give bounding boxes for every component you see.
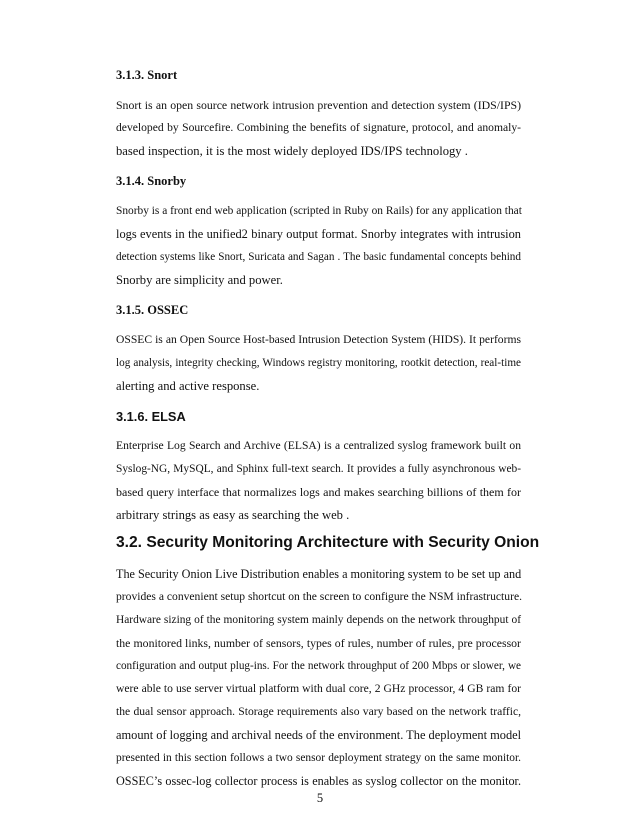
- snort-line-2: developed by Sourcefire. Combining the benefits of signature, protocol, and anomaly-: [116, 121, 521, 134]
- snorby-line-1: Snorby is a front end web application (scripted in Ruby on Rails) for any application that: [116, 205, 522, 217]
- heading-ossec: 3.1.5. OSSEC: [116, 303, 189, 317]
- snort-line-3: based inspection, it is the most widely deployed IDS/IPS technology .: [116, 144, 468, 158]
- arch-line-7: the dual sensor approach. Storage requirements also vary based on the network traffic,: [116, 705, 521, 718]
- heading-security-monitoring: 3.2. Security Monitoring Architecture with Security Onion: [116, 534, 540, 551]
- elsa-line-4: arbitrary strings as easy as searching the web .: [116, 508, 350, 522]
- snort-line-1: Snort is an open source network intrusion prevention and detection system (IDS/IPS): [116, 98, 521, 112]
- arch-line-10: OSSEC’s ossec-log collector process is enables as syslog collector on the monitor.: [116, 774, 521, 788]
- arch-line-1: The Security Onion Live Distribution enables a monitoring system to be set up and: [116, 567, 522, 581]
- page-number: 5: [316, 791, 324, 805]
- arch-line-6: were able to use server virtual platform with dual core, 2 GHz processor, 4 GB ram for: [116, 682, 521, 695]
- snorby-line-4: Snorby are simplicity and power.: [116, 273, 283, 287]
- elsa-line-3: based query interface that normalizes logs and makes searching billions of them for: [116, 485, 521, 499]
- heading-snorby: 3.1.4. Snorby: [116, 174, 187, 188]
- arch-line-4: the monitored links, number of sensors, types of rules, number of rules, pre processor: [116, 636, 521, 650]
- elsa-line-1: Enterprise Log Search and Archive (ELSA) is a centralized syslog framework built on: [116, 439, 521, 452]
- arch-line-5: configuration and output plug-ins. For the network throughput of 200 Mbps or slower, we: [116, 660, 521, 672]
- arch-line-8: amount of logging and archival needs of the environment. The deployment model: [116, 728, 522, 742]
- snorby-line-3: detection systems like Snort, Suricata and Sagan . The basic fundamental concepts behind: [116, 251, 521, 263]
- snorby-line-2: logs events in the unified2 binary output format. Snorby integrates with intrusion: [116, 227, 521, 241]
- ossec-line-1: OSSEC is an Open Source Host-based Intrusion Detection System (HIDS). It performs: [116, 333, 521, 346]
- ossec-line-2: log analysis, integrity checking, Windows registry monitoring, rootkit detection, real-time: [116, 357, 521, 369]
- arch-line-2: provides a convenient setup shortcut on the screen to configure the NSM infrastructure.: [116, 590, 522, 603]
- heading-snort: 3.1.3. Snort: [116, 68, 178, 82]
- arch-line-3: Hardware sizing of the monitoring system mainly depends on the network throughput of: [116, 614, 521, 626]
- heading-elsa: 3.1.6. ELSA: [116, 409, 186, 424]
- elsa-line-2: Syslog-NG, MySQL, and Sphinx full-text search. It provides a fully asynchronous web-: [116, 463, 521, 475]
- arch-line-9: presented in this section follows a two sensor deployment strategy on the same monitor.: [116, 752, 521, 764]
- ossec-line-3: alerting and active response.: [116, 379, 260, 393]
